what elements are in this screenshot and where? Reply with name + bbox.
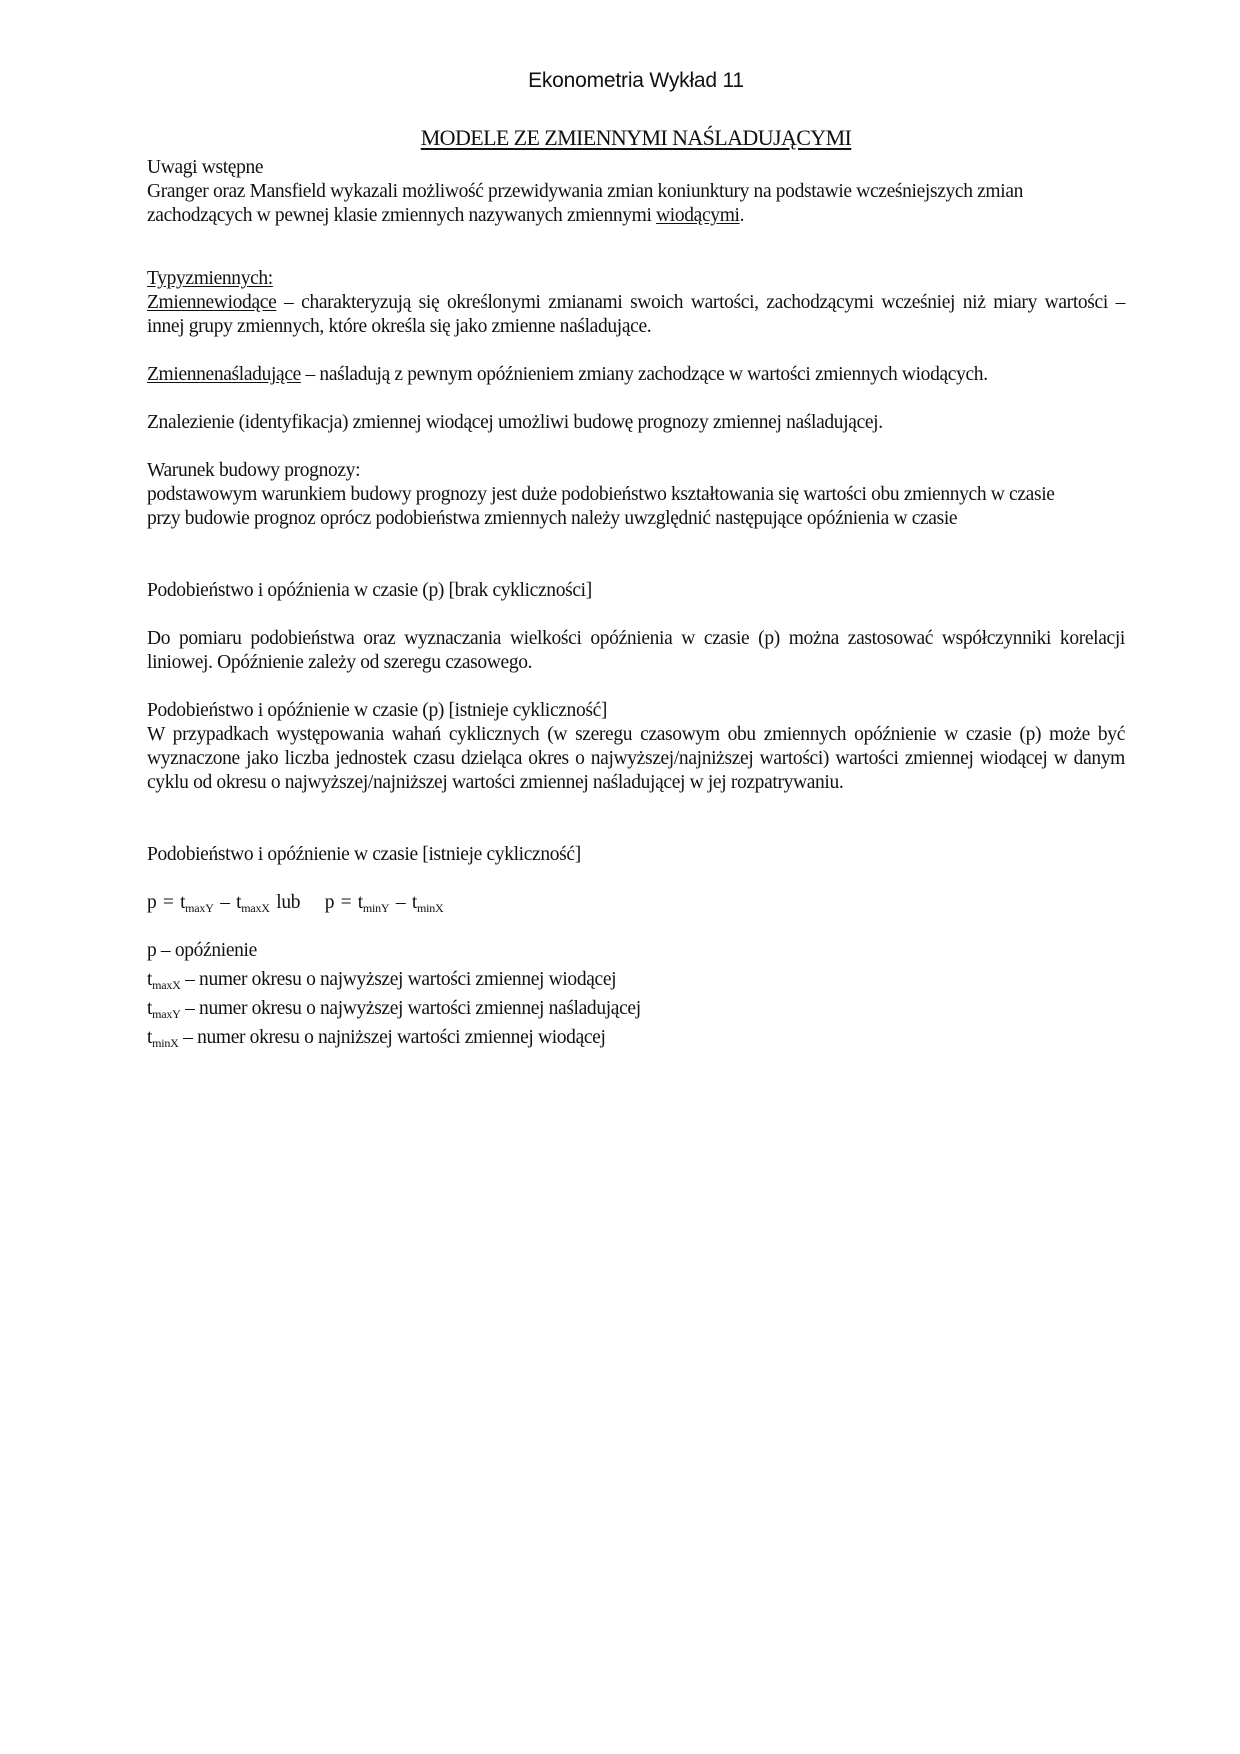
document-title-text: MODELE ZE ZMIENNYMI NAŚLADUJĄCYMI [420,125,852,150]
intro-paragraph [147,180,1125,228]
lag-formula [147,891,1125,920]
formula-sub-maxY: maxY [185,901,214,915]
legend-item [147,968,1125,997]
legend-item [147,1026,1125,1055]
legend-symbol: t [147,969,153,990]
lagging-variables-definition [147,363,1125,387]
legend-subscript: minX [152,1036,179,1050]
document-header: Ekonometria Wykład 11 [528,69,744,92]
legend-description: – numer okresu o najniższej wartości zmiennej wiodącej [178,1027,606,1048]
legend-description: – opóźnienie [156,940,257,961]
intro-section [147,156,1125,228]
formula-or: lub [269,892,307,913]
legend-symbol: t [147,1027,153,1048]
legend-item [147,939,1125,968]
legend-item [147,997,1125,1026]
formula-sub-minX: minX [416,901,444,915]
formula-minus-1: – t [213,892,242,913]
types-heading [147,267,1125,291]
legend-subscript: maxX [152,978,181,992]
lagging-variables-section [147,363,1125,387]
cycle-section [147,699,1125,795]
lagging-variables-text: – naśladują z pewnym opóźnieniem zmiany zachodzące w wartości zmiennych wiodących. [300,364,988,385]
leading-variables-definition [147,291,1125,339]
identification-text: Znalezienie (identyfikacja) zmiennej wiodącej umożliwi budowę prognozy zmiennej naśladującej. [147,412,883,433]
cycle-text: W przypadkach występowania wahań cyklicznych (w szeregu czasowym obu zmiennych opóźnienie w czasie (p) może być wyznaczone jako liczba jednostek czasu dzieląca okres o najwyższej/najniższej wartości) wartości zmiennej wiodącej w danym cyklu od okresu o najwyższej/najniższej wartości zmiennej naśladującej w jej rozpatrywaniu. [147,724,1125,793]
cycle-heading: Podobieństwo i opóźnienie w czasie (p) [istnieje cykliczność] [147,700,608,721]
condition-line-1: podstawowym warunkiem budowy prognozy jest duże podobieństwo kształtowania się wartości obu zmiennych w czasie [147,484,1055,505]
cycle2-heading: Podobieństwo i opóźnienie w czasie [istnieje cykliczność] [147,844,581,865]
legend-symbol: p [147,940,157,961]
condition-line-2: przy budowie prognoz oprócz podobieństwa zmiennych należy uwzględnić następujące opóźnienia w czasie [147,508,958,529]
formula-sub-maxX: maxX [241,901,270,915]
cycle2-section [147,843,1125,867]
intro-text: Granger oraz Mansfield wykazali możliwość przewidywania zmian koniunktury na podstawie wcześniejszych zmian zachodzących w pewnej klasie zmiennych nazywanych zmiennymi [147,181,1024,226]
legend-subscript: maxY [152,1007,181,1021]
no-cycle-body [147,627,1125,675]
document-title [147,125,1125,151]
legend-description: – numer okresu o najwyższej wartości zmiennej naśladującej [180,998,641,1019]
no-cycle-text: Do pomiaru podobieństwa oraz wyznaczania wielkości opóźnienia w czasie (p) można zastosować współczynniki korelacji liniowej. Opóźnienie zależy od szeregu czasowego. [147,628,1125,673]
formula-p1: p = t [147,892,186,913]
types-heading-text: Typyzmiennych: [147,268,273,289]
condition-heading: Warunek budowy prognozy: [147,460,361,481]
formula-minus-2: – t [389,892,417,913]
no-cycle-section [147,579,1125,603]
condition-section [147,459,1125,531]
legend-symbol: t [147,998,153,1019]
symbol-legend [147,939,1125,1055]
identification-section [147,411,1125,435]
lagging-variables-term: Zmiennenaśladujące [147,364,301,385]
formula-p2: p = t [324,892,363,913]
types-section [147,267,1125,339]
intro-underlined-term: wiodącymi [656,205,740,226]
leading-variables-text: – charakteryzują się określonymi zmianami swoich wartości, zachodzącymi wcześniej niż miary wartości – innej grupy zmiennych, które określa się jako zmienne naśladujące. [147,292,1125,337]
no-cycle-heading: Podobieństwo i opóźnienia w czasie (p) [brak cykliczności] [147,580,592,601]
intro-text-end: . [739,205,745,226]
legend-description: – numer okresu o najwyższej wartości zmiennej wiodącej [180,969,617,990]
leading-variables-term: Zmiennewiodące [147,292,277,313]
intro-heading: Uwagi wstępne [147,157,264,178]
formula-sub-minY: minY [362,901,390,915]
